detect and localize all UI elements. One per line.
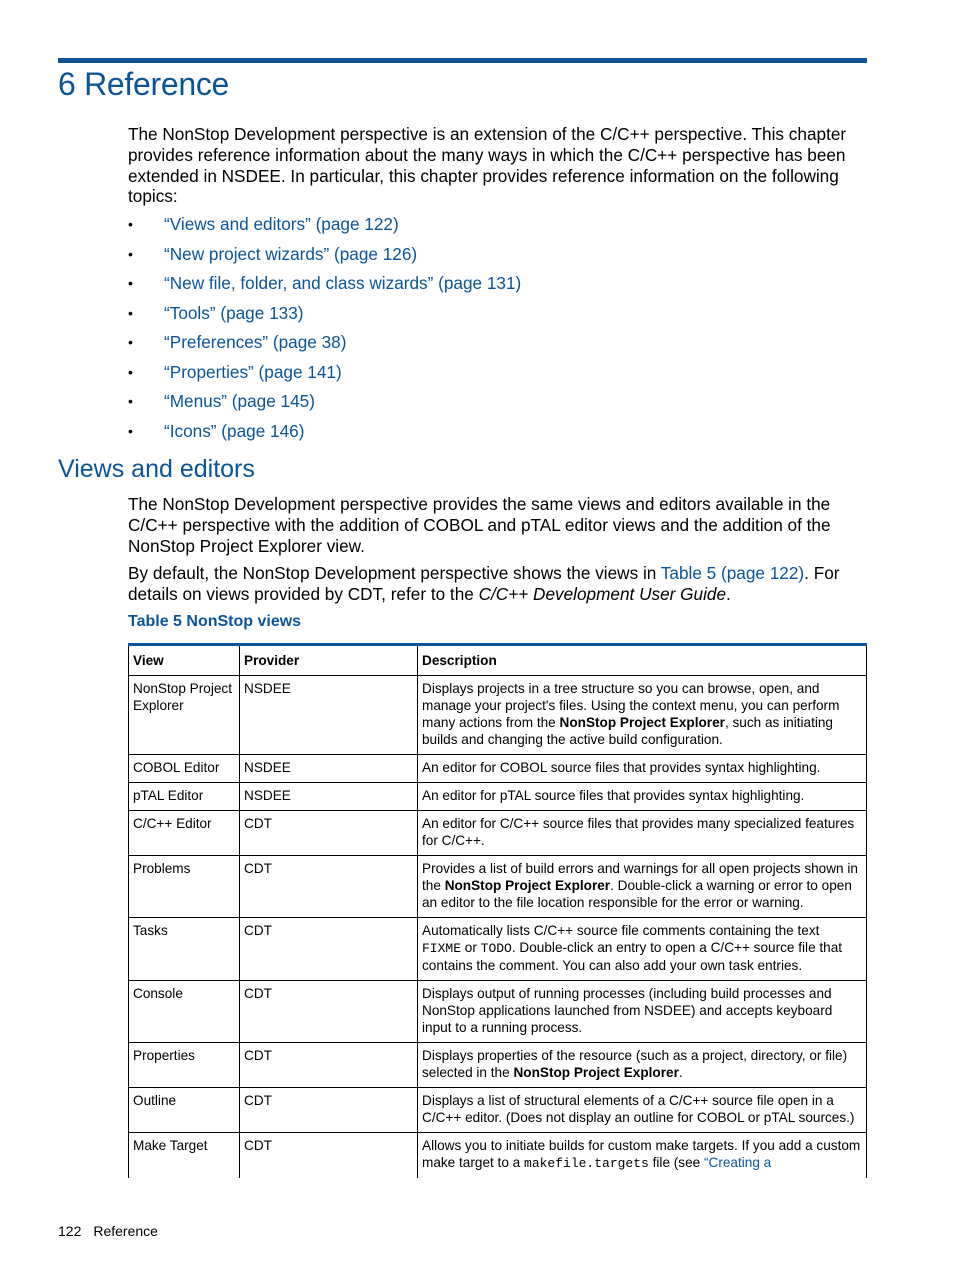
column-header-provider: Provider xyxy=(240,645,418,676)
provider-cell: CDT xyxy=(240,918,418,981)
cross-reference-link[interactable]: “Creating a xyxy=(704,1155,772,1170)
description-cell xyxy=(418,856,867,918)
column-header-description: Description xyxy=(418,645,867,676)
table-row xyxy=(129,1043,867,1088)
page-number: 122 xyxy=(58,1223,82,1239)
provider-cell: NSDEE xyxy=(240,783,418,811)
view-cell: Console xyxy=(129,981,240,1043)
table-header-row xyxy=(129,645,867,676)
description-cell: Displays a list of structural elements of a C/C++ source file open in a C/C++ editor. (Does not display an outline for COBOL or pTAL sources.) xyxy=(418,1088,867,1133)
description-cell: An editor for COBOL source files that provides syntax highlighting. xyxy=(418,755,867,783)
description-cell xyxy=(418,918,867,981)
text-run: Provides a list of build errors and warnings for all open projects shown in the xyxy=(422,861,858,893)
code-term: makefile.targets xyxy=(524,1156,649,1171)
text-run: . xyxy=(678,1065,683,1080)
text-run: . Double-click an entry to open a C/C++ source file that contains the comment. You can also add your own task entries. xyxy=(422,940,843,973)
text-run: By default, the NonStop Development perspective shows the views in xyxy=(128,563,661,583)
table-row xyxy=(129,783,867,811)
code-term: FIXME xyxy=(422,941,462,956)
table-row xyxy=(129,1133,867,1179)
view-cell: C/C++ Editor xyxy=(129,811,240,856)
text-run: Displays properties of the resource (such as a project, directory, or file) selected in the xyxy=(422,1048,848,1080)
topic-link[interactable]: “Views and editors” (page 122) xyxy=(164,214,399,234)
bullet-icon: • xyxy=(128,393,133,409)
table-row xyxy=(129,811,867,856)
bullet-icon: • xyxy=(128,422,133,439)
code-term: TODO xyxy=(480,941,512,956)
text-run: or xyxy=(461,940,481,955)
views-table xyxy=(128,643,867,1178)
topic-link[interactable]: “New project wizards” (page 126) xyxy=(164,243,418,264)
topic-link[interactable]: “Preferences” (page 38) xyxy=(164,332,347,352)
view-cell: COBOL Editor xyxy=(129,755,240,783)
bold-term: NonStop Project Explorer xyxy=(559,715,725,730)
page-footer xyxy=(58,1223,158,1239)
table-row xyxy=(129,981,867,1043)
table-link[interactable]: Table 5 (page 122) xyxy=(660,563,805,583)
topic-link[interactable]: “Menus” (page 145) xyxy=(164,391,315,411)
view-cell: Outline xyxy=(129,1088,240,1133)
table-row xyxy=(129,755,867,783)
description-cell xyxy=(418,676,867,755)
table-row xyxy=(129,676,867,755)
chapter-rule xyxy=(58,58,867,63)
table-row xyxy=(129,1088,867,1133)
text-run: . For details on views provided by CDT, refer to the xyxy=(128,563,840,604)
provider-cell: CDT xyxy=(240,1133,418,1179)
provider-cell: CDT xyxy=(240,981,418,1043)
description-cell xyxy=(418,1133,867,1179)
provider-cell: CDT xyxy=(240,811,418,856)
view-cell: NonStop Project Explorer xyxy=(129,676,240,755)
chapter-title: 6 Reference xyxy=(58,66,230,102)
table-caption: Table 5 NonStop views xyxy=(128,613,302,630)
provider-cell: NSDEE xyxy=(240,676,418,755)
topic-link[interactable]: “Properties” (page 141) xyxy=(164,361,342,382)
section-paragraph: The NonStop Development perspective provides the same views and editors available in the C/C++ perspective with the addition of COBOL and pTAL editor views and the addition of the NonStop Project Explorer view. xyxy=(128,494,831,556)
topic-link[interactable]: “New file, folder, and class wizards” (page 131) xyxy=(164,273,522,293)
guide-title: C/C++ Development User Guide xyxy=(478,583,727,604)
text-run: Allows you to initiate builds for custom make targets. If you add a custom make target to a xyxy=(422,1138,861,1170)
description-cell: Displays output of running processes (including build processes and NonStop applications launched from NSDEE) and accepts keyboard input to a running process. xyxy=(418,981,867,1043)
view-cell: Problems xyxy=(129,856,240,918)
text-run: , such as initiating builds and changing the active build configuration. xyxy=(422,715,833,747)
bullet-icon: • xyxy=(128,216,133,232)
footer-label: Reference xyxy=(93,1223,158,1239)
bold-term: NonStop Project Explorer xyxy=(444,878,611,893)
provider-cell: CDT xyxy=(240,856,418,918)
view-cell: Make Target xyxy=(129,1133,240,1179)
bullet-icon: • xyxy=(128,363,133,380)
description-cell xyxy=(418,1043,867,1088)
bullet-icon: • xyxy=(128,334,133,350)
text-run: . Double-click a warning or error to open an editor to the file location responsible for the error or warning. xyxy=(422,878,852,910)
view-cell: Properties xyxy=(129,1043,240,1088)
provider-cell: CDT xyxy=(240,1043,418,1088)
text-run: Displays projects in a tree structure so you can browse, open, and manage your project's files. Using the context menu, you can perform many actions from the xyxy=(422,681,840,730)
view-cell: Tasks xyxy=(129,918,240,981)
topic-link[interactable]: “Tools” (page 133) xyxy=(164,302,304,323)
view-cell: pTAL Editor xyxy=(129,783,240,811)
table-row xyxy=(129,856,867,918)
table-row xyxy=(129,918,867,981)
section-title: Views and editors xyxy=(58,455,255,483)
text-run: . xyxy=(726,583,731,604)
bullet-icon: • xyxy=(128,275,133,291)
bold-term: NonStop Project Explorer xyxy=(513,1065,679,1080)
topic-link[interactable]: “Icons” (page 146) xyxy=(164,420,305,441)
column-header-view: View xyxy=(129,645,240,676)
text-run: Automatically lists C/C++ source file comments containing the text xyxy=(422,923,820,938)
bullet-icon: • xyxy=(128,245,133,262)
provider-cell: NSDEE xyxy=(240,755,418,783)
text-run: file (see xyxy=(648,1155,704,1170)
bullet-icon: • xyxy=(128,304,133,321)
description-cell: An editor for C/C++ source files that provides many specialized features for C/C++. xyxy=(418,811,867,856)
intro-paragraph: The NonStop Development perspective is an extension of the C/C++ perspective. This chapter provides reference information about the many ways in which the C/C++ perspective has been extended in NSDEE. In particular, this chapter provides reference information on the following topics: xyxy=(128,124,847,207)
description-cell: An editor for pTAL source files that provides syntax highlighting. xyxy=(418,783,867,811)
section-paragraph xyxy=(128,563,868,605)
provider-cell: CDT xyxy=(240,1088,418,1133)
